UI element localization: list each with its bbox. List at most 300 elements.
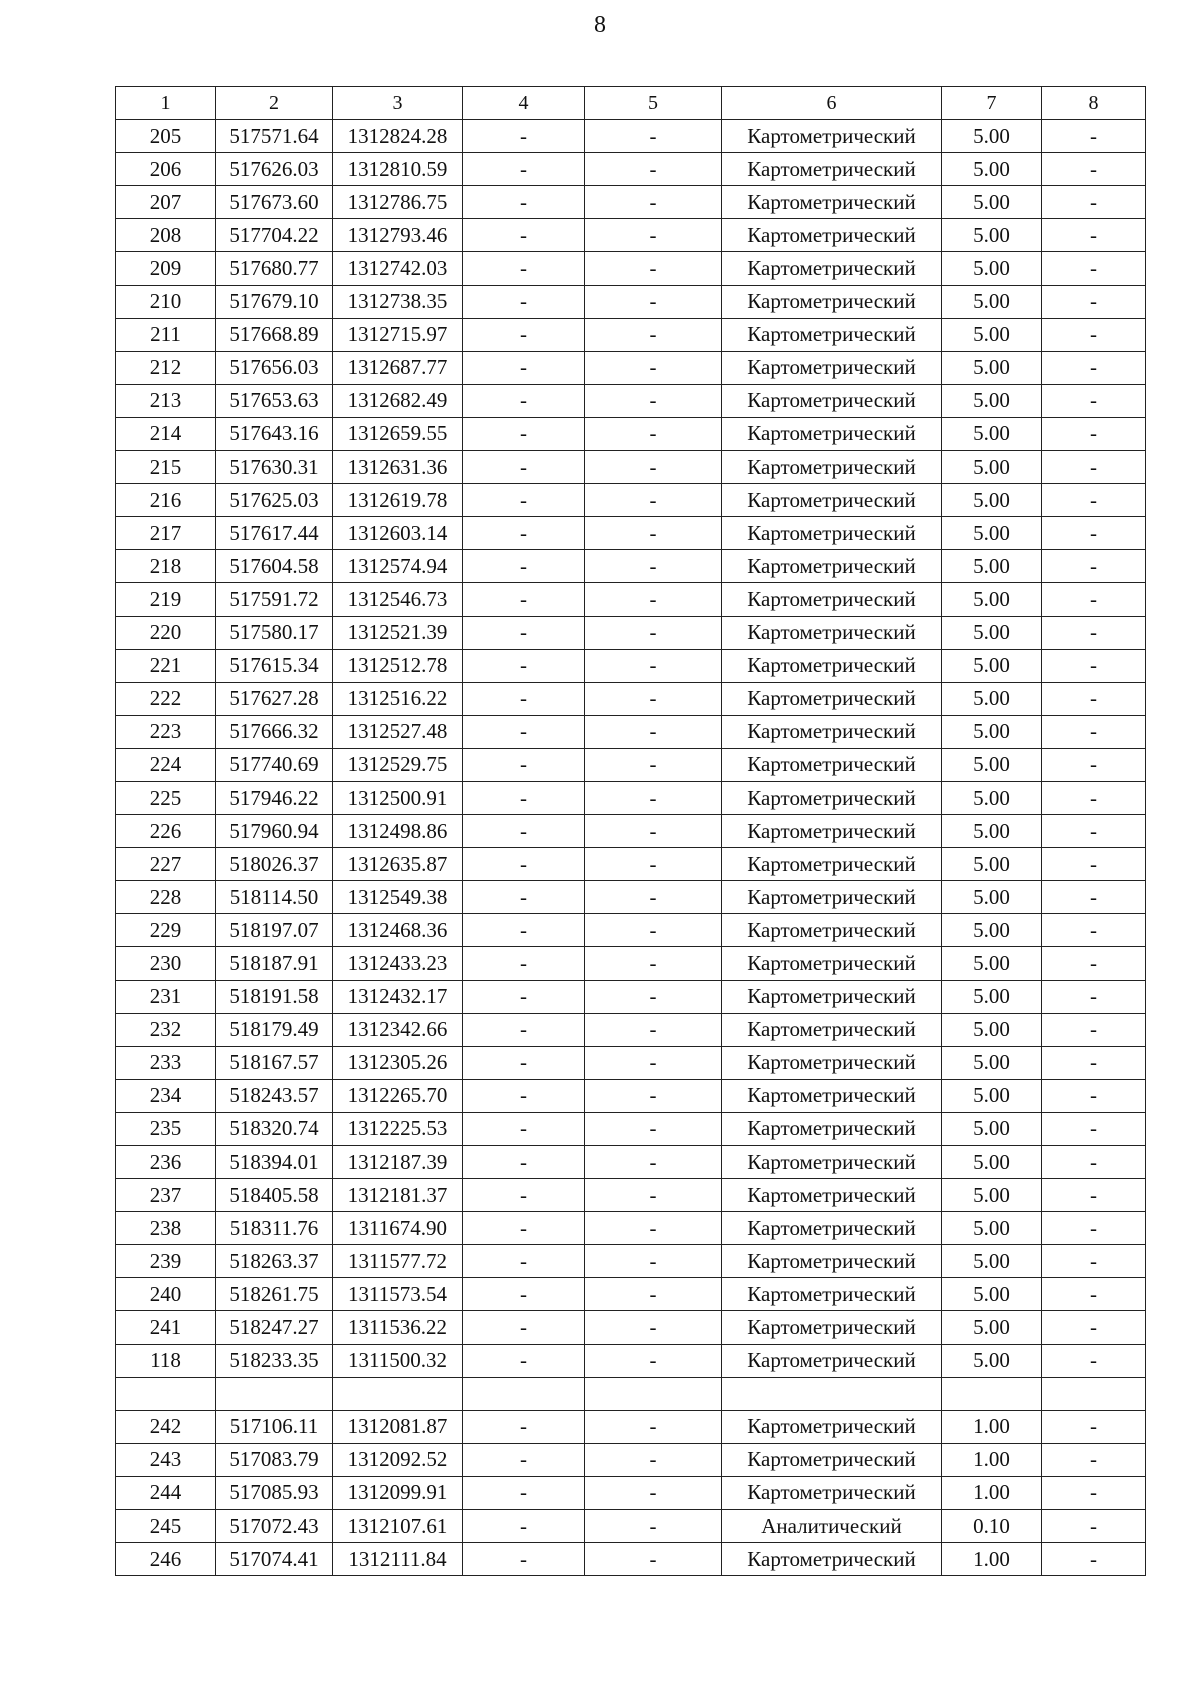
- y-coordinate-cell: 1312793.46: [333, 219, 463, 252]
- x-coordinate-cell: 517106.11: [216, 1410, 333, 1443]
- y-coordinate-cell: 1312546.73: [333, 583, 463, 616]
- col-5-cell: -: [585, 517, 722, 550]
- accuracy-cell: 5.00: [942, 219, 1042, 252]
- col-8-cell: -: [1042, 351, 1146, 384]
- method-cell: Картометрический: [722, 1476, 942, 1509]
- accuracy-cell: 5.00: [942, 616, 1042, 649]
- accuracy-cell: 5.00: [942, 451, 1042, 484]
- col-5-cell: -: [585, 815, 722, 848]
- accuracy-cell: 5.00: [942, 1344, 1042, 1377]
- accuracy-cell: 5.00: [942, 1079, 1042, 1112]
- accuracy-cell: 5.00: [942, 120, 1042, 153]
- col-4-cell: -: [463, 451, 585, 484]
- x-coordinate-cell: 517626.03: [216, 153, 333, 186]
- x-coordinate-cell: 518320.74: [216, 1112, 333, 1145]
- point-number-cell: 219: [116, 583, 216, 616]
- col-5-cell: -: [585, 219, 722, 252]
- col-5-cell: -: [585, 1046, 722, 1079]
- y-coordinate-cell: 1312659.55: [333, 417, 463, 450]
- x-coordinate-cell: 517580.17: [216, 616, 333, 649]
- col-8-cell: -: [1042, 285, 1146, 318]
- x-coordinate-cell: 518263.37: [216, 1245, 333, 1278]
- col-4-cell: -: [463, 1278, 585, 1311]
- col-4-cell: -: [463, 1311, 585, 1344]
- y-coordinate-cell: 1312107.61: [333, 1510, 463, 1543]
- col-8-cell: -: [1042, 153, 1146, 186]
- y-coordinate-cell: 1312687.77: [333, 351, 463, 384]
- accuracy-cell: 5.00: [942, 417, 1042, 450]
- method-cell: Картометрический: [722, 1079, 942, 1112]
- x-coordinate-cell: 518261.75: [216, 1278, 333, 1311]
- col-5-cell: -: [585, 1476, 722, 1509]
- point-number-cell: 225: [116, 781, 216, 814]
- x-coordinate-cell: 518191.58: [216, 980, 333, 1013]
- point-number-cell: 218: [116, 550, 216, 583]
- col-5-cell: -: [585, 848, 722, 881]
- method-cell: Картометрический: [722, 1543, 942, 1576]
- table-row: [116, 947, 1146, 980]
- x-coordinate-cell: 517680.77: [216, 252, 333, 285]
- y-coordinate-cell: 1312092.52: [333, 1443, 463, 1476]
- col-8-cell: -: [1042, 219, 1146, 252]
- table-row: [116, 583, 1146, 616]
- col-4-cell: -: [463, 384, 585, 417]
- col-8-cell: -: [1042, 1344, 1146, 1377]
- table-row: [116, 1079, 1146, 1112]
- table-row: [116, 252, 1146, 285]
- col-5-cell: -: [585, 484, 722, 517]
- col-4-cell: -: [463, 1013, 585, 1046]
- point-number-cell: 211: [116, 318, 216, 351]
- col-4-cell: -: [463, 1079, 585, 1112]
- point-number-cell: 236: [116, 1146, 216, 1179]
- x-coordinate-cell: 517617.44: [216, 517, 333, 550]
- x-coordinate-cell: 517960.94: [216, 815, 333, 848]
- y-coordinate-cell: 1312715.97: [333, 318, 463, 351]
- point-number-cell: 208: [116, 219, 216, 252]
- method-cell: Картометрический: [722, 1443, 942, 1476]
- col-4-cell: -: [463, 815, 585, 848]
- accuracy-cell: 0.10: [942, 1510, 1042, 1543]
- col-4-cell: -: [463, 285, 585, 318]
- x-coordinate-cell: 518405.58: [216, 1179, 333, 1212]
- accuracy-cell: 5.00: [942, 1212, 1042, 1245]
- table-row: [116, 1311, 1146, 1344]
- col-5-cell: -: [585, 351, 722, 384]
- y-coordinate-cell: 1312512.78: [333, 649, 463, 682]
- col-8-cell: -: [1042, 1311, 1146, 1344]
- col-4-cell: -: [463, 1410, 585, 1443]
- table-row: [116, 748, 1146, 781]
- column-header-8: 8: [1042, 87, 1146, 120]
- col-8-cell: -: [1042, 881, 1146, 914]
- col-5-cell: -: [585, 417, 722, 450]
- col-8-cell: -: [1042, 748, 1146, 781]
- table-row: [116, 285, 1146, 318]
- y-coordinate-cell: 1311577.72: [333, 1245, 463, 1278]
- method-cell: Картометрический: [722, 186, 942, 219]
- y-coordinate-cell: 1311536.22: [333, 1311, 463, 1344]
- col-4-cell: -: [463, 1245, 585, 1278]
- method-cell: Картометрический: [722, 881, 942, 914]
- table-row: [116, 219, 1146, 252]
- method-cell: Картометрический: [722, 1112, 942, 1145]
- table-row: [116, 980, 1146, 1013]
- col-8-cell: -: [1042, 484, 1146, 517]
- x-coordinate-cell: 518026.37: [216, 848, 333, 881]
- col-5-cell: -: [585, 1179, 722, 1212]
- point-number-cell: 235: [116, 1112, 216, 1145]
- x-coordinate-cell: 517946.22: [216, 781, 333, 814]
- col-5-cell: -: [585, 1311, 722, 1344]
- method-cell: Картометрический: [722, 715, 942, 748]
- column-header-5: 5: [585, 87, 722, 120]
- page-number: 8: [594, 12, 606, 38]
- method-cell: Картометрический: [722, 120, 942, 153]
- col-8-cell: -: [1042, 1046, 1146, 1079]
- x-coordinate-cell: 518394.01: [216, 1146, 333, 1179]
- point-number-cell: 242: [116, 1410, 216, 1443]
- x-coordinate-cell: 517643.16: [216, 417, 333, 450]
- table-row: [116, 484, 1146, 517]
- accuracy-cell: 5.00: [942, 351, 1042, 384]
- col-8-cell: -: [1042, 1013, 1146, 1046]
- col-5-cell: -: [585, 682, 722, 715]
- point-number-cell: 205: [116, 120, 216, 153]
- x-coordinate-cell: [216, 1377, 333, 1410]
- col-5-cell: -: [585, 1013, 722, 1046]
- col-5-cell: -: [585, 781, 722, 814]
- col-4-cell: -: [463, 616, 585, 649]
- table-row: [116, 914, 1146, 947]
- x-coordinate-cell: 518233.35: [216, 1344, 333, 1377]
- col-4-cell: -: [463, 1543, 585, 1576]
- accuracy-cell: 5.00: [942, 781, 1042, 814]
- method-cell: Картометрический: [722, 484, 942, 517]
- table-row: [116, 649, 1146, 682]
- col-5-cell: -: [585, 583, 722, 616]
- col-5-cell: -: [585, 980, 722, 1013]
- y-coordinate-cell: 1312682.49: [333, 384, 463, 417]
- y-coordinate-cell: 1312181.37: [333, 1179, 463, 1212]
- col-5-cell: -: [585, 550, 722, 583]
- col-5-cell: -: [585, 649, 722, 682]
- method-cell: Картометрический: [722, 1212, 942, 1245]
- accuracy-cell: 5.00: [942, 1013, 1042, 1046]
- point-number-cell: 222: [116, 682, 216, 715]
- accuracy-cell: 5.00: [942, 1179, 1042, 1212]
- y-coordinate-cell: 1312305.26: [333, 1046, 463, 1079]
- table-row: [116, 1245, 1146, 1278]
- point-number-cell: 221: [116, 649, 216, 682]
- column-header-1: 1: [116, 87, 216, 120]
- col-4-cell: -: [463, 1212, 585, 1245]
- point-number-cell: 231: [116, 980, 216, 1013]
- y-coordinate-cell: 1312187.39: [333, 1146, 463, 1179]
- col-4-cell: -: [463, 980, 585, 1013]
- point-number-cell: 243: [116, 1443, 216, 1476]
- y-coordinate-cell: 1312603.14: [333, 517, 463, 550]
- col-4-cell: -: [463, 120, 585, 153]
- x-coordinate-cell: 517740.69: [216, 748, 333, 781]
- point-number-cell: 207: [116, 186, 216, 219]
- method-cell: Картометрический: [722, 1179, 942, 1212]
- col-8-cell: -: [1042, 616, 1146, 649]
- method-cell: Картометрический: [722, 914, 942, 947]
- table-row: [116, 1179, 1146, 1212]
- table-row: [116, 1046, 1146, 1079]
- y-coordinate-cell: 1312433.23: [333, 947, 463, 980]
- col-4-cell: -: [463, 417, 585, 450]
- method-cell: Картометрический: [722, 451, 942, 484]
- x-coordinate-cell: 517085.93: [216, 1476, 333, 1509]
- point-number-cell: 241: [116, 1311, 216, 1344]
- col-5-cell: -: [585, 1443, 722, 1476]
- y-coordinate-cell: 1312081.87: [333, 1410, 463, 1443]
- accuracy-cell: 5.00: [942, 1278, 1042, 1311]
- accuracy-cell: 5.00: [942, 748, 1042, 781]
- col-4-cell: -: [463, 947, 585, 980]
- col-4-cell: -: [463, 1476, 585, 1509]
- col-8-cell: -: [1042, 1179, 1146, 1212]
- col-5-cell: -: [585, 947, 722, 980]
- point-number-cell: 220: [116, 616, 216, 649]
- table-row: [116, 715, 1146, 748]
- y-coordinate-cell: 1311674.90: [333, 1212, 463, 1245]
- method-cell: Картометрический: [722, 1013, 942, 1046]
- y-coordinate-cell: 1311500.32: [333, 1344, 463, 1377]
- point-number-cell: 229: [116, 914, 216, 947]
- table-row: [116, 781, 1146, 814]
- method-cell: Картометрический: [722, 153, 942, 186]
- col-5-cell: -: [585, 1344, 722, 1377]
- x-coordinate-cell: 517668.89: [216, 318, 333, 351]
- method-cell: Картометрический: [722, 1146, 942, 1179]
- table-row: [116, 1443, 1146, 1476]
- method-cell: Картометрический: [722, 285, 942, 318]
- method-cell: Картометрический: [722, 848, 942, 881]
- accuracy-cell: 1.00: [942, 1543, 1042, 1576]
- accuracy-cell: 5.00: [942, 881, 1042, 914]
- col-8-cell: -: [1042, 1146, 1146, 1179]
- point-number-cell: 232: [116, 1013, 216, 1046]
- col-5-cell: -: [585, 881, 722, 914]
- x-coordinate-cell: 517072.43: [216, 1510, 333, 1543]
- col-5-cell: -: [585, 1112, 722, 1145]
- table-row: [116, 1476, 1146, 1509]
- y-coordinate-cell: 1312342.66: [333, 1013, 463, 1046]
- x-coordinate-cell: 517656.03: [216, 351, 333, 384]
- y-coordinate-cell: 1312738.35: [333, 285, 463, 318]
- y-coordinate-cell: 1312810.59: [333, 153, 463, 186]
- point-number-cell: 210: [116, 285, 216, 318]
- col-4-cell: -: [463, 914, 585, 947]
- col-8-cell: -: [1042, 848, 1146, 881]
- method-cell: Картометрический: [722, 1278, 942, 1311]
- col-4-cell: -: [463, 252, 585, 285]
- method-cell: Картометрический: [722, 1046, 942, 1079]
- col-8-cell: -: [1042, 914, 1146, 947]
- accuracy-cell: 5.00: [942, 980, 1042, 1013]
- col-4-cell: -: [463, 153, 585, 186]
- col-5-cell: -: [585, 384, 722, 417]
- col-4-cell: -: [463, 1510, 585, 1543]
- col-4-cell: -: [463, 1046, 585, 1079]
- col-4-cell: -: [463, 715, 585, 748]
- table-row: [116, 153, 1146, 186]
- col-8-cell: -: [1042, 1476, 1146, 1509]
- point-number-cell: 230: [116, 947, 216, 980]
- accuracy-cell: 5.00: [942, 649, 1042, 682]
- x-coordinate-cell: 517083.79: [216, 1443, 333, 1476]
- col-8-cell: -: [1042, 550, 1146, 583]
- col-8-cell: -: [1042, 947, 1146, 980]
- method-cell: Картометрический: [722, 815, 942, 848]
- col-8-cell: -: [1042, 517, 1146, 550]
- col-8-cell: -: [1042, 715, 1146, 748]
- accuracy-cell: 5.00: [942, 715, 1042, 748]
- x-coordinate-cell: 518243.57: [216, 1079, 333, 1112]
- table-row: [116, 815, 1146, 848]
- col-8-cell: -: [1042, 1510, 1146, 1543]
- x-coordinate-cell: 518197.07: [216, 914, 333, 947]
- col-8-cell: -: [1042, 1410, 1146, 1443]
- y-coordinate-cell: 1312498.86: [333, 815, 463, 848]
- accuracy-cell: 5.00: [942, 815, 1042, 848]
- accuracy-cell: 5.00: [942, 484, 1042, 517]
- accuracy-cell: 5.00: [942, 186, 1042, 219]
- point-number-cell: 245: [116, 1510, 216, 1543]
- table-row: [116, 881, 1146, 914]
- table-row: [116, 682, 1146, 715]
- point-number-cell: 213: [116, 384, 216, 417]
- y-coordinate-cell: 1312111.84: [333, 1543, 463, 1576]
- col-5-cell: -: [585, 252, 722, 285]
- y-coordinate-cell: 1312099.91: [333, 1476, 463, 1509]
- column-header-7: 7: [942, 87, 1042, 120]
- col-8-cell: -: [1042, 384, 1146, 417]
- point-number-cell: 216: [116, 484, 216, 517]
- col-8-cell: -: [1042, 1443, 1146, 1476]
- table-row: [116, 417, 1146, 450]
- table-row: [116, 451, 1146, 484]
- x-coordinate-cell: 518187.91: [216, 947, 333, 980]
- col-8-cell: -: [1042, 417, 1146, 450]
- table-row: [116, 351, 1146, 384]
- accuracy-cell: 5.00: [942, 318, 1042, 351]
- x-coordinate-cell: 517630.31: [216, 451, 333, 484]
- point-number-cell: 224: [116, 748, 216, 781]
- accuracy-cell: 5.00: [942, 153, 1042, 186]
- col-8-cell: -: [1042, 1212, 1146, 1245]
- table-row: [116, 318, 1146, 351]
- method-cell: Картометрический: [722, 616, 942, 649]
- table-row: [116, 517, 1146, 550]
- column-header-3: 3: [333, 87, 463, 120]
- method-cell: Картометрический: [722, 384, 942, 417]
- col-5-cell: -: [585, 186, 722, 219]
- x-coordinate-cell: 518247.27: [216, 1311, 333, 1344]
- col-8-cell: -: [1042, 1245, 1146, 1278]
- col-4-cell: -: [463, 1146, 585, 1179]
- col-4-cell: -: [463, 1443, 585, 1476]
- x-coordinate-cell: 517673.60: [216, 186, 333, 219]
- y-coordinate-cell: 1312786.75: [333, 186, 463, 219]
- table-row: [116, 186, 1146, 219]
- point-number-cell: [116, 1377, 216, 1410]
- col-4-cell: -: [463, 550, 585, 583]
- col-4-cell: -: [463, 1112, 585, 1145]
- column-header-2: 2: [216, 87, 333, 120]
- point-number-cell: 240: [116, 1278, 216, 1311]
- col-8-cell: -: [1042, 1543, 1146, 1576]
- point-number-cell: 233: [116, 1046, 216, 1079]
- table-row: [116, 1543, 1146, 1576]
- col-5-cell: -: [585, 318, 722, 351]
- col-5-cell: -: [585, 1212, 722, 1245]
- col-5-cell: -: [585, 1079, 722, 1112]
- y-coordinate-cell: 1312619.78: [333, 484, 463, 517]
- x-coordinate-cell: 517074.41: [216, 1543, 333, 1576]
- table-row: [116, 550, 1146, 583]
- col-4-cell: -: [463, 351, 585, 384]
- accuracy-cell: 1.00: [942, 1410, 1042, 1443]
- col-5-cell: -: [585, 1410, 722, 1443]
- table-header: [116, 87, 1146, 120]
- point-number-cell: 246: [116, 1543, 216, 1576]
- y-coordinate-cell: 1312500.91: [333, 781, 463, 814]
- method-cell: Картометрический: [722, 219, 942, 252]
- x-coordinate-cell: 517625.03: [216, 484, 333, 517]
- column-header-6: 6: [722, 87, 942, 120]
- accuracy-cell: 5.00: [942, 1311, 1042, 1344]
- col-4-cell: -: [463, 517, 585, 550]
- col-4-cell: -: [463, 219, 585, 252]
- method-cell: Картометрический: [722, 583, 942, 616]
- point-number-cell: 206: [116, 153, 216, 186]
- x-coordinate-cell: 517591.72: [216, 583, 333, 616]
- accuracy-cell: 5.00: [942, 550, 1042, 583]
- accuracy-cell: 5.00: [942, 947, 1042, 980]
- col-4-cell: -: [463, 1344, 585, 1377]
- col-4-cell: -: [463, 583, 585, 616]
- col-5-cell: -: [585, 1146, 722, 1179]
- col-4-cell: -: [463, 484, 585, 517]
- accuracy-cell: 5.00: [942, 1046, 1042, 1079]
- col-4-cell: -: [463, 1179, 585, 1212]
- table-row: [116, 1344, 1146, 1377]
- col-8-cell: -: [1042, 186, 1146, 219]
- point-number-cell: 215: [116, 451, 216, 484]
- col-4-cell: -: [463, 781, 585, 814]
- method-cell: Картометрический: [722, 1245, 942, 1278]
- col-5-cell: -: [585, 1278, 722, 1311]
- method-cell: Картометрический: [722, 781, 942, 814]
- point-number-cell: 228: [116, 881, 216, 914]
- point-number-cell: 237: [116, 1179, 216, 1212]
- accuracy-cell: 5.00: [942, 848, 1042, 881]
- col-5-cell: -: [585, 616, 722, 649]
- point-number-cell: 217: [116, 517, 216, 550]
- x-coordinate-cell: 517679.10: [216, 285, 333, 318]
- table-row: [116, 1410, 1146, 1443]
- point-number-cell: 212: [116, 351, 216, 384]
- column-header-4: 4: [463, 87, 585, 120]
- y-coordinate-cell: 1312516.22: [333, 682, 463, 715]
- col-8-cell: -: [1042, 649, 1146, 682]
- col-5-cell: [585, 1377, 722, 1410]
- table-row: [116, 1212, 1146, 1245]
